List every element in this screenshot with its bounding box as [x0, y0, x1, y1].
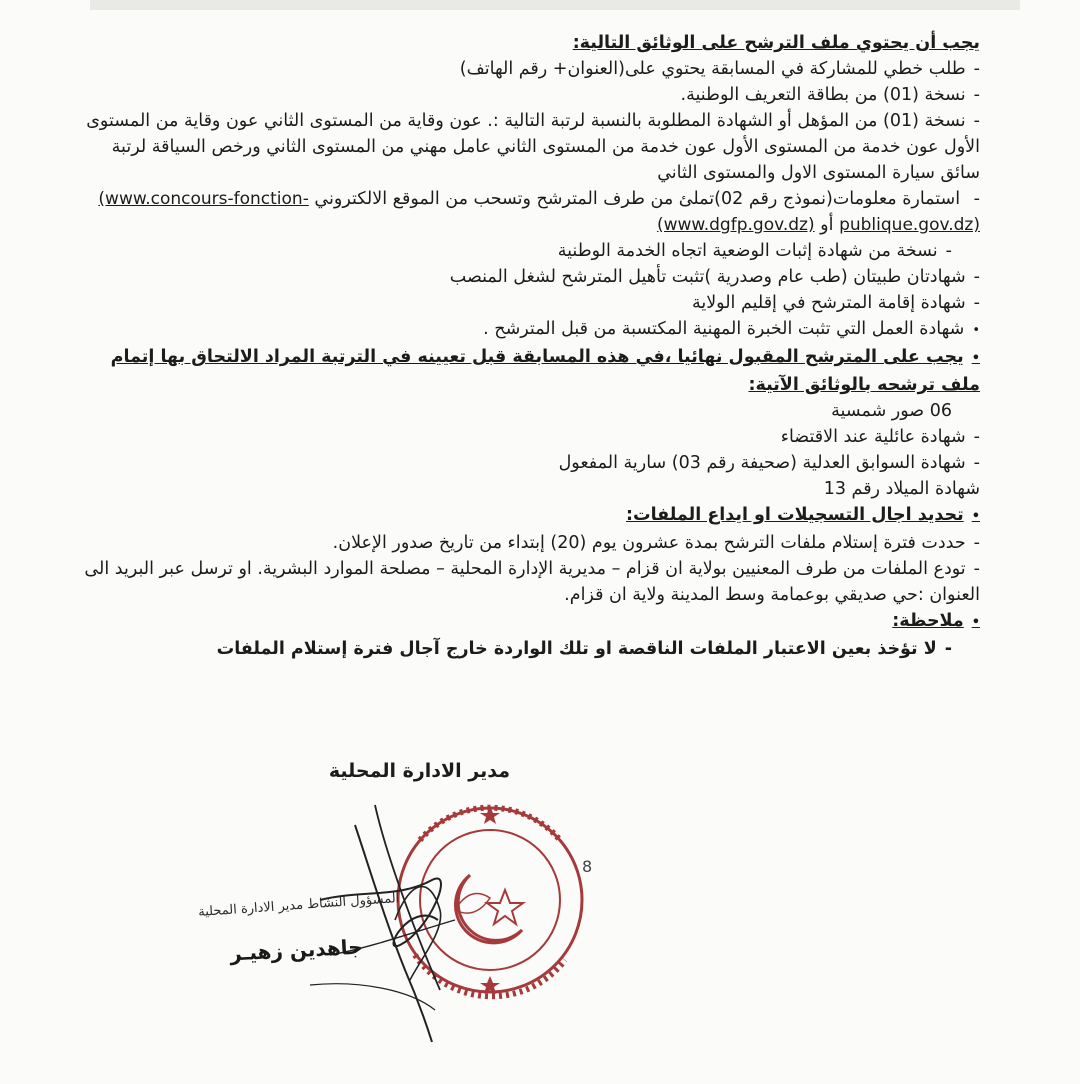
svg-text:8: 8: [582, 857, 593, 876]
final-doc-criminal-record: - شهادة السوابق العدلية (صحيفة رقم 03) سارية المفعول: [80, 450, 980, 476]
doc-item-medical-certificates: - شهادتان طبيتان (طب عام وصدرية )تثبت تأهيل المترشح لشغل المنصب: [80, 264, 980, 290]
website-link-dgfp[interactable]: (www.dgfp.gov.dz): [656, 215, 815, 235]
signature-name: جاهدين زهيـر: [229, 934, 364, 966]
signature-role-stamp: المسؤول النشاط مدير الادارة المحلية: [197, 890, 400, 921]
deadline-submission: - تودع الملفات من طرف المعنيين بولاية ان قزام – مديرية الإدارة المحلية – مصلحة الموارد البشرية. او ترسل عبر البريد الى العنوان :حي صديقي بوعمامة وسط المدينة ولاية ان قزام.: [80, 556, 980, 608]
final-doc-photos: 06 صور شمسية: [831, 401, 952, 421]
deadline-heading: • تحديد اجال التسجيلات او ايداع الملفات:: [80, 502, 980, 530]
signer-title: مدير الادارة المحلية: [328, 760, 510, 782]
deadline-period: - حددت فترة إستلام ملفات الترشح بمدة عشرون يوم (20) إبتداء من تاريخ صدور الإعلان.: [80, 530, 980, 556]
official-stamp-icon: [170, 780, 600, 1060]
documents-heading: يجب أن يحتوي ملف الترشح على الوثائق التالية:: [572, 33, 980, 53]
info-form-connector: أو: [820, 215, 834, 235]
doc-item-residence: - شهادة إقامة المترشح في إقليم الولاية: [80, 290, 980, 316]
final-doc-birth-certificate: شهادة الميلاد رقم 13: [823, 479, 980, 499]
top-shadow-band: [90, 0, 1020, 10]
info-form-text: استمارة معلومات(نموذج رقم 02)تملئ من طرف المترشح وتسحب من الموقع الالكتروني: [314, 189, 961, 209]
doc-item-application: - طلب خطي للمشاركة في المسابقة يحتوي على(العنوان+ رقم الهاتف): [80, 56, 980, 82]
doc-item-national-service: - نسخة من شهادة إثبات الوضعية اتجاه الخدمة الوطنية: [80, 238, 980, 264]
doc-item-info-form: [80, 186, 980, 238]
signature-block: [170, 760, 600, 1060]
final-doc-family-record: - شهادة عائلية عند الاقتضاء: [80, 424, 980, 450]
website-link-concours[interactable]: (www.concours-fonction-publique.gov.dz): [98, 189, 980, 235]
doc-item-id-card: - نسخة (01) من بطاقة التعريف الوطنية.: [80, 82, 980, 108]
note-heading: • ملاحظة:: [80, 608, 980, 636]
doc-item-work-experience: • شهادة العمل التي تثبت الخبرة المهنية المكتسبة من قبل المترشح .: [80, 316, 980, 344]
note-text: - لا تؤخذ بعين الاعتبار الملفات الناقصة او تلك الواردة خارج آجال فترة إستلام الملفات: [80, 636, 980, 662]
accepted-candidate-heading: • يجب على المترشح المقبول نهائيا ،في هذه المسابقة قبل تعيينه في الترتبة المراد الالتحاق بها إتمام ملف ترشحه بالوثائق الآتية:: [80, 344, 980, 398]
document-body: [80, 30, 980, 662]
doc-item-qualification: - نسخة (01) من المؤهل أو الشهادة المطلوبة بالنسبة لرتبة التالية :. عون وقاية من المستوى الثاني عون وقاية من المستوى الأول عون خدمة من المستوى الأول عون خدمة من المستوى الثاني عامل مهني من المستوى الثاني ورخص السياقة لرتبة سائق سيارة المستوى الاول والمستوى الثاني: [80, 108, 980, 186]
